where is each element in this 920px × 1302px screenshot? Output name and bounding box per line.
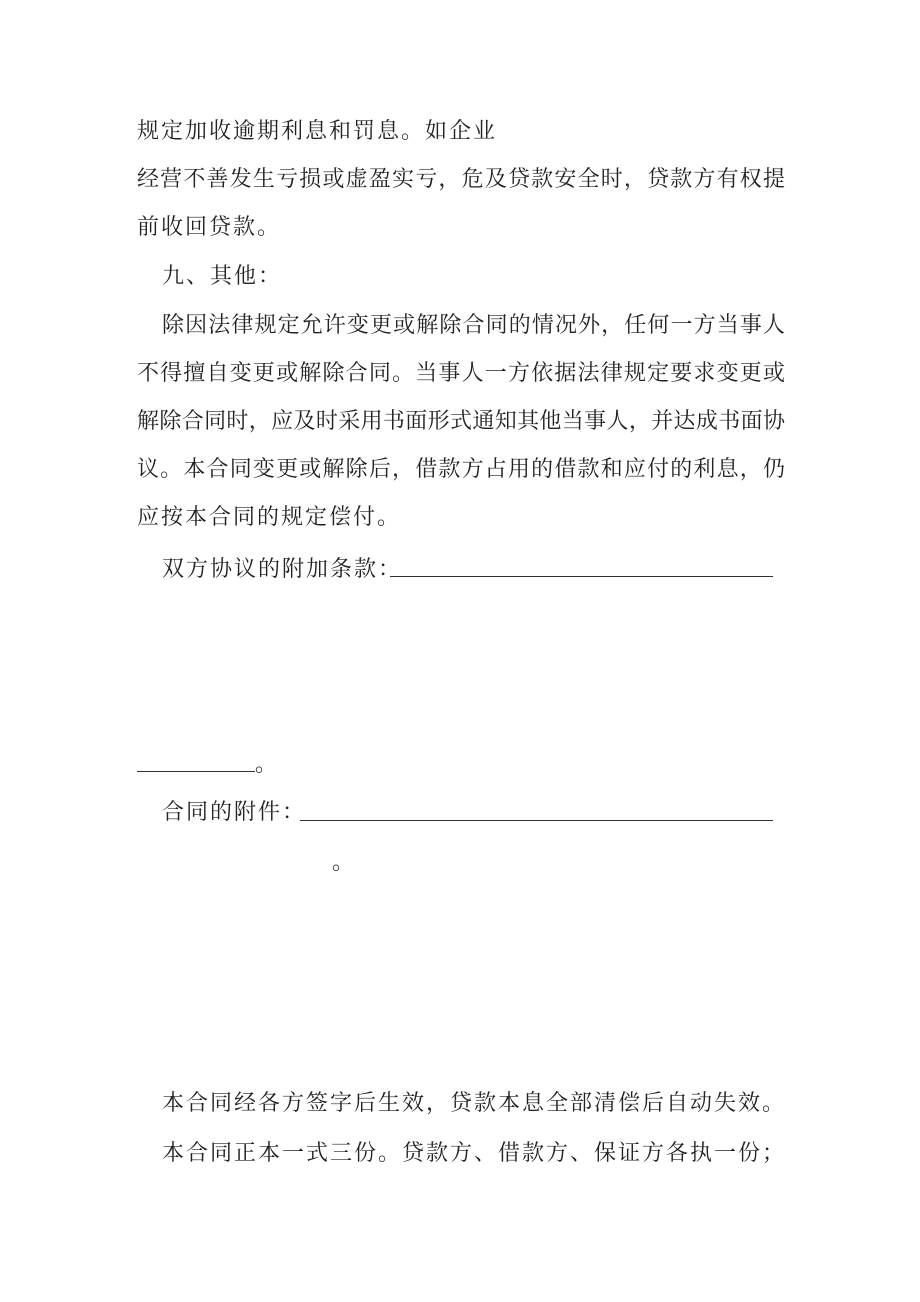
attachments-end: 。 [332,850,357,875]
paragraph-line: 除因法律规定允许变更或解除合同的情况外，任何一方当事人 [162,313,785,338]
additional-terms-end: 。 [255,752,280,777]
effect-clause: 本合同经各方签字后生效，贷款本息全部清偿后自动失效。 [162,1091,787,1116]
text-line: 规定加收逾期利息和罚息。如企业 [137,119,498,144]
paragraph-line: 不得擅自变更或解除合同。当事人一方依据法律规定要求变更或 [137,361,785,386]
text-line: 经营不善发生亏损或虚盈实亏，危及贷款安全时，贷款方有权提 [137,167,785,192]
copies-clause: 本合同正本一式三份。贷款方、借款方、保证方各执一份； [162,1141,787,1166]
attachments-blank[interactable] [300,820,773,821]
section-heading: 九、其他： [162,264,283,289]
additional-terms-label: 双方协议的附加条款： [162,557,403,582]
paragraph-line: 应按本合同的规定偿付。 [137,505,402,530]
paragraph-line: 解除合同时，应及时采用书面形式通知其他当事人，并达成书面协 [137,409,785,434]
paragraph-line: 议。本合同变更或解除后，借款方占用的借款和应付的利息，仍 [137,457,785,482]
additional-terms-blank[interactable] [390,576,773,577]
text-line: 前收回贷款。 [137,215,282,240]
attachments-label: 合同的附件： [162,800,307,825]
additional-terms-blank-continued[interactable] [137,771,255,772]
